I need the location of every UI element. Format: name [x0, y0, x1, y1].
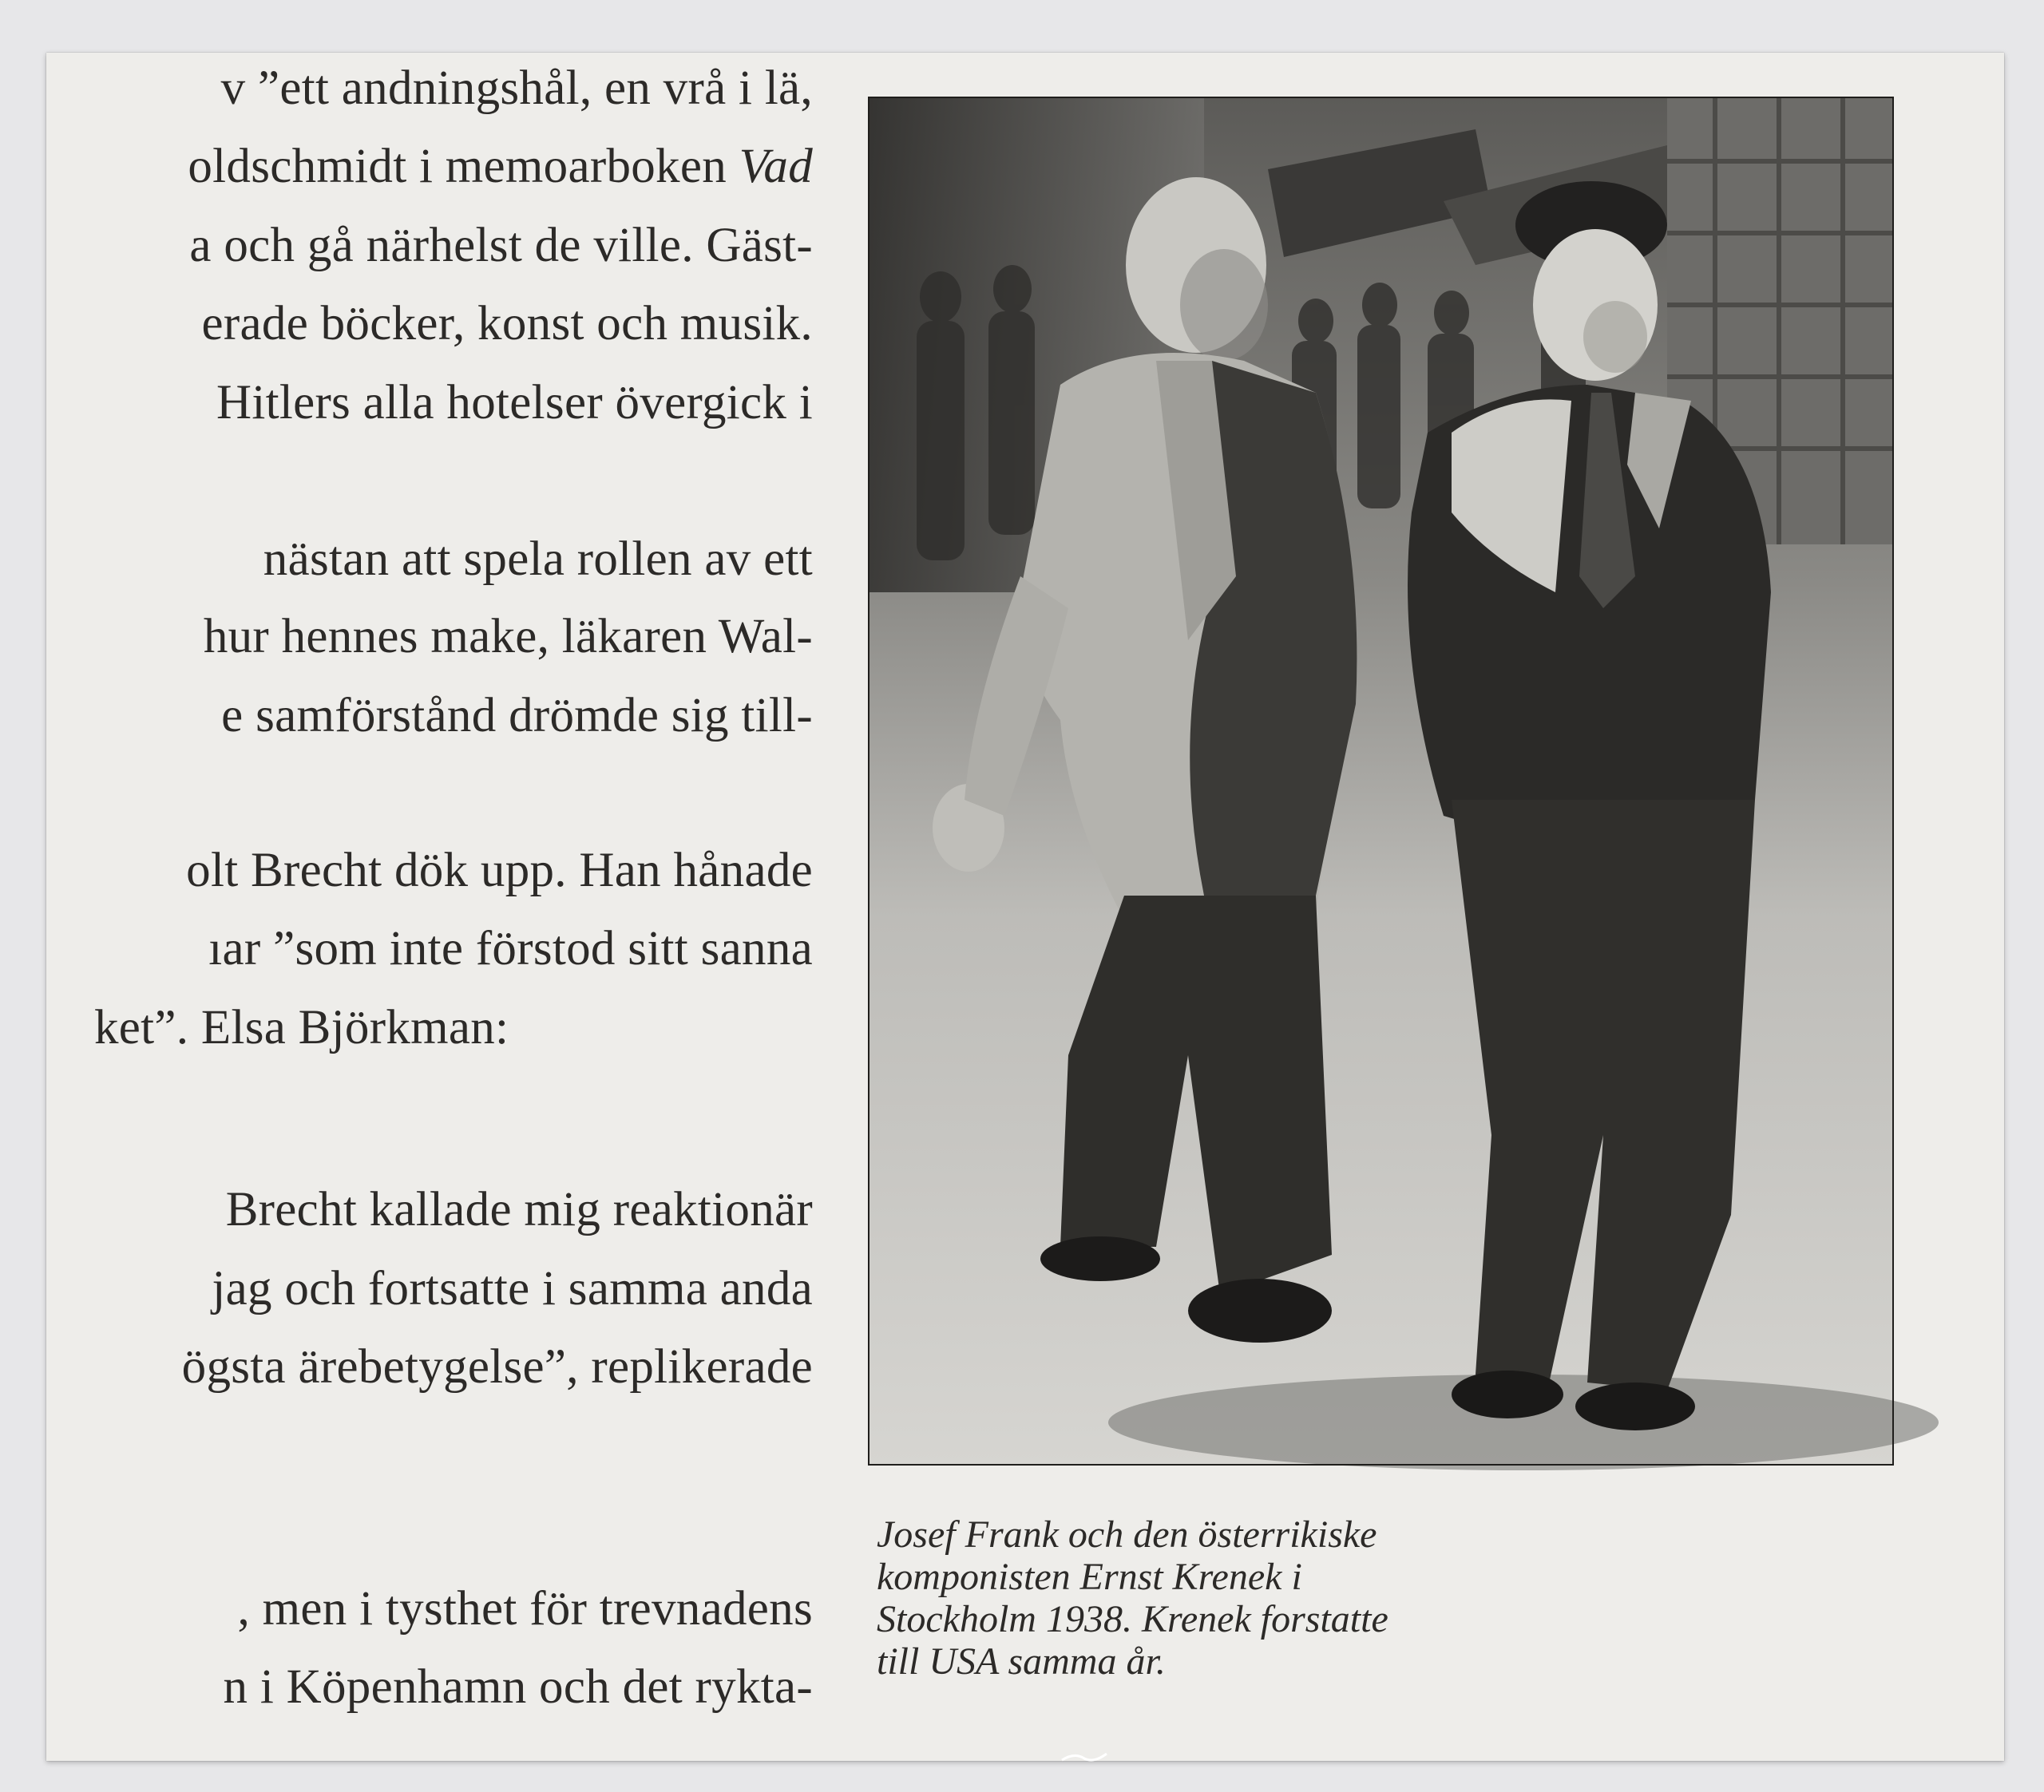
text-line: olt Brecht dök upp. Han hånade: [186, 844, 813, 897]
text-line: a och gå närhelst de ville. Gäst-: [189, 219, 813, 272]
photo-caption: [877, 1513, 1595, 1683]
text-line: Hitlers alla hotelser övergick i: [216, 376, 813, 429]
text-line: jag och fortsatte i samma anda: [212, 1262, 813, 1315]
text-line: n i Köpenhamn och det rykta-: [223, 1660, 813, 1714]
text-line: v ”ett andningshål, en vrå i lä,: [220, 61, 813, 115]
text-line: erade böcker, konst och musik.: [201, 297, 813, 350]
text-line: hur hennes make, läkaren Wal-: [203, 610, 813, 663]
text-line: oldschmidt i memoarboken Vad: [188, 140, 813, 193]
photo-illustration: [869, 97, 1893, 1465]
text-line: Brecht kallade mig reaktionär: [225, 1183, 813, 1236]
caption-line: Josef Frank och den österrikiske: [877, 1513, 1377, 1556]
text-line: ıar ”som inte förstod sitt sanna: [208, 922, 813, 975]
paper-fiber: [1060, 1749, 1108, 1765]
paper-clipping: [46, 53, 2004, 1761]
caption-line: till USA samma år.: [877, 1640, 1166, 1683]
body-text-column: [46, 53, 813, 1761]
text-line: ögsta ärebetygelse”, replikerade: [181, 1340, 813, 1394]
text-line: e samförstånd drömde sig till-: [221, 689, 813, 742]
caption-line: Stockholm 1938. Krenek forstatte: [877, 1598, 1388, 1640]
text-line: ket”. Elsa Björkman:: [94, 1001, 509, 1054]
photo-two-men-walking: [869, 97, 1893, 1465]
text-line: nästan att spela rollen av ett: [263, 532, 813, 586]
caption-line: komponisten Ernst Krenek i: [877, 1556, 1302, 1598]
text-line: , men i tysthet för trevnadens: [237, 1582, 813, 1636]
